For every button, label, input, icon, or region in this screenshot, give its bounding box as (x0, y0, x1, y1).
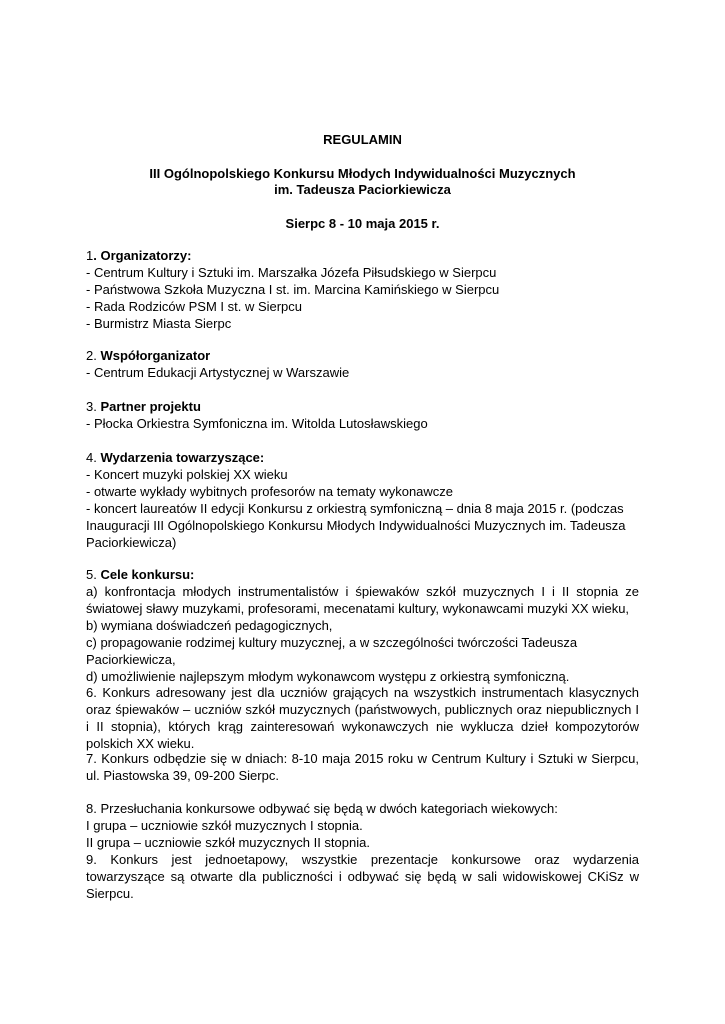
section-8-age-categories (86, 800, 639, 902)
section-number: 4. (86, 450, 101, 465)
section-organizers (86, 247, 639, 332)
section-co-organizer (86, 347, 639, 381)
list-item: d) umożliwienie najlepszym młodym wykonawcom występu z orkiestrą symfoniczną. (86, 669, 570, 684)
list-item: - koncert laureatów II edycji Konkursu z orkiestrą symfoniczną – dnia 8 maja 2015 r. (podczas Inauguracji III Ogólnopolskiego Konkursu Młodych Indywidualności Muzycznych im. Tadeusza Paciorkiewicza) (86, 501, 626, 550)
section-8-intro: 8. Przesłuchania konkursowe odbywać się będą w dwóch kategoriach wiekowych: (86, 801, 558, 816)
section-contest-goals (86, 566, 639, 685)
section-number: 2. (86, 348, 101, 363)
list-item: - Centrum Kultury i Sztuki im. Marszałka Józefa Piłsudskiego w Sierpcu (86, 265, 497, 280)
list-item: - Centrum Edukacji Artystycznej w Warszawie (86, 365, 350, 380)
section-heading (86, 398, 639, 415)
list-item: - Koncert muzyki polskiej XX wieku (86, 467, 288, 482)
section-heading (86, 449, 639, 466)
section-heading (86, 347, 639, 364)
section-heading-text: Partner projektu (100, 399, 201, 414)
section-number: 5. (86, 567, 101, 582)
document-title: REGULAMIN (323, 132, 402, 147)
list-item: - Rada Rodziców PSM I st. w Sierpcu (86, 299, 303, 314)
list-item: - Burmistrz Miasta Sierpc (86, 316, 232, 331)
document-date-line: Sierpc 8 - 10 maja 2015 r. (285, 216, 440, 231)
section-heading (86, 247, 639, 264)
list-item: - Płocka Orkiestra Symfoniczna im. Witolda Lutosławskiego (86, 416, 428, 431)
section-heading-text: Cele konkursu: (100, 567, 195, 582)
section-number: 3. (86, 399, 101, 414)
list-item: I grupa – uczniowie szkół muzycznych I stopnia. (86, 818, 363, 833)
list-item: b) wymiana doświadczeń pedagogicznych, (86, 618, 333, 633)
list-item: a) konfrontacja młodych instrumentalistów i śpiewaków szkół muzycznych I i II stopnia ze światowej sławy muzykami, profesorami, mecenatami kultury, wykonawcami muzyki XX wieku, (86, 584, 639, 616)
section-heading-text: . Organizatorzy: (93, 248, 192, 263)
document-subtitle-line2: im. Tadeusza Paciorkiewicza (274, 182, 451, 197)
list-item: - Państwowa Szkoła Muzyczna I st. im. Marcina Kamińskiego w Sierpcu (86, 282, 500, 297)
section-project-partner (86, 398, 639, 432)
section-heading-text: Współorganizator (100, 348, 211, 363)
section-number: 1 (86, 248, 94, 263)
list-item: c) propagowanie rodzimej kultury muzycznej, a w szczególności twórczości Tadeusza Paciorkiewicza, (86, 635, 578, 667)
document-subtitle-line1: III Ogólnopolskiego Konkursu Młodych Indywidualności Muzycznych (149, 166, 576, 181)
section-accompanying-events (86, 449, 639, 551)
section-6-paragraph: 6. Konkurs adresowany jest dla uczniów grających na wszystkich instrumentach klasycznych oraz śpiewaków – uczniów szkół muzycznych (państwowych, publicznych oraz niepublicznych I i II stopnia), których krąg zainteresowań wykonawczych nie wyklucza dzieł kompozytorów polskich XX wieku. (86, 685, 639, 751)
section-7-paragraph: 7. Konkurs odbędzie się w dniach: 8-10 maja 2015 roku w Centrum Kultury i Sztuki w Sierpcu, ul. Piastowska 39, 09-200 Sierpc. (86, 751, 639, 783)
list-item: II grupa – uczniowie szkół muzycznych II stopnia. (86, 835, 370, 850)
section-heading-text: Wydarzenia towarzyszące: (100, 450, 265, 465)
section-heading (86, 566, 639, 583)
list-item: - otwarte wykłady wybitnych profesorów na tematy wykonawcze (86, 484, 454, 499)
section-9-paragraph: 9. Konkurs jest jednoetapowy, wszystkie prezentacje konkursowe oraz wydarzenia towarzyszące są otwarte dla publiczności i odbywać się będą w sali widowiskowej CKiSz w Sierpcu. (86, 852, 639, 901)
